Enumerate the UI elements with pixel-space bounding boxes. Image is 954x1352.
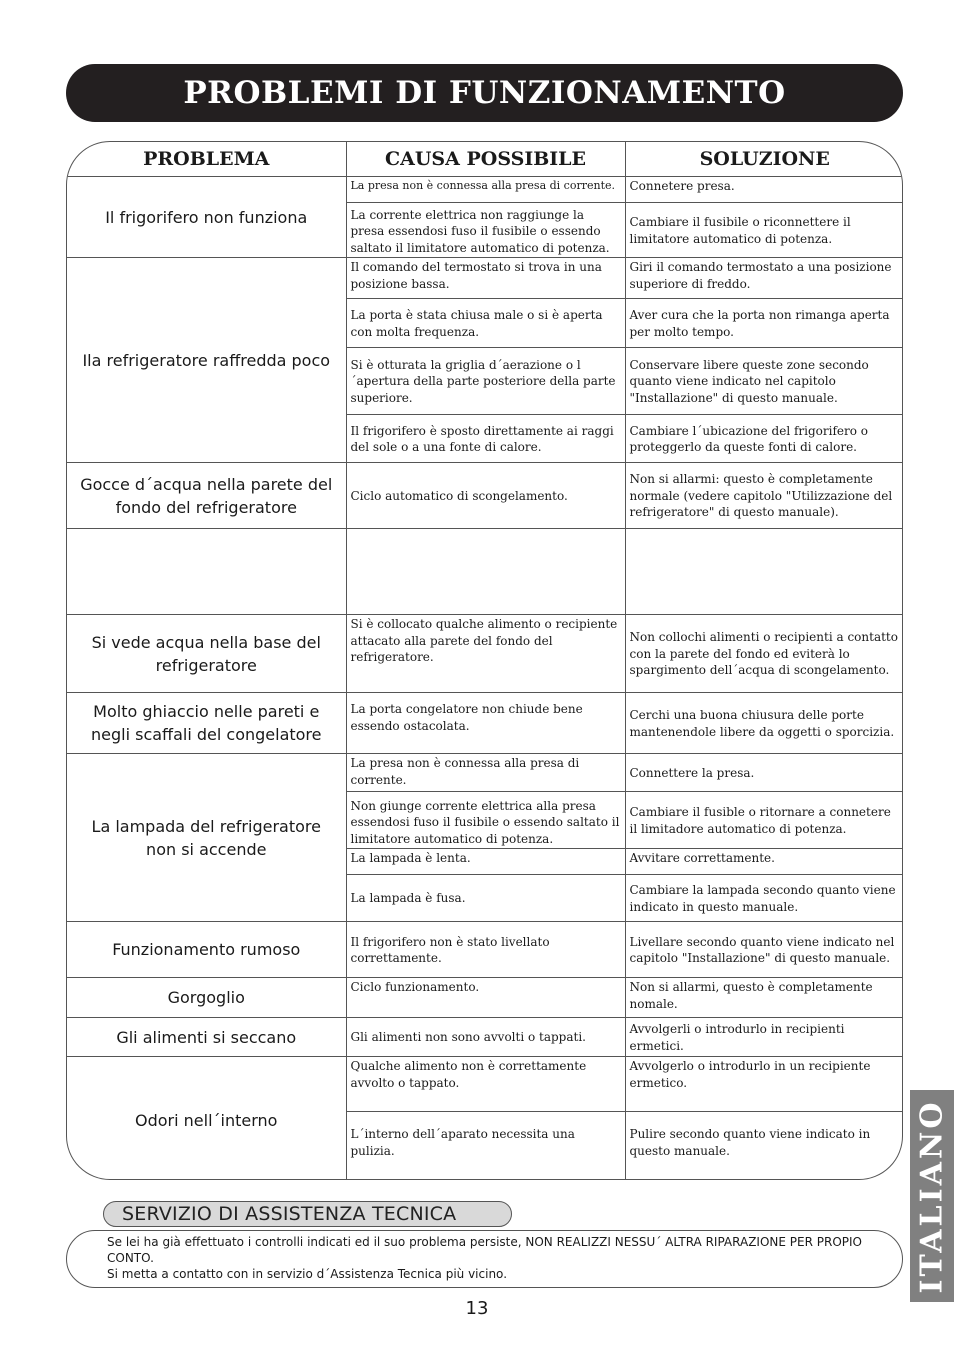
header-problem: PROBLEMA [67, 142, 346, 177]
solution-cell: Cambiare il fusibile o riconnettere il limitatore automatico di potenza. [625, 203, 903, 258]
problem-cell: Gocce d´acqua nella parete del fondo del refrigeratore [67, 463, 346, 529]
problem-cell: Molto ghiaccio nelle pareti e negli scaffali del congelatore [67, 693, 346, 754]
problem-cell: Gorgoglio [67, 978, 346, 1018]
header-cause: CAUSA POSSIBILE [346, 142, 625, 177]
solution-cell: Avvitare correttamente. [625, 849, 903, 875]
language-tab [910, 1090, 954, 1302]
cause-cell: Il frigorifero è sposto direttamente ai raggi del sole o a una fonte di calore. [346, 415, 625, 463]
cause-cell: La presa non è connessa alla presa di corrente. [346, 177, 625, 203]
page-title-banner [66, 64, 903, 122]
solution-cell: Avvolgerli o introdurlo in recipienti ermetici. [625, 1018, 903, 1057]
service-notice-line-2: Si metta a contatto con in servizio d´Assistenza Tecnica più vicino. [107, 1267, 508, 1281]
service-title-text: SERVIZIO DI ASSISTENZA TECNICA [122, 1203, 457, 1225]
cause-cell: La corrente elettrica non raggiunge la presa essendosi fuso il fusibile o essendo saltato il limitatore automatico di potenza. [346, 203, 625, 258]
solution-cell: Cambiare la lampada secondo quanto viene indicato in questo manuale. [625, 875, 903, 922]
solution-cell: Non si allarmi, questo è completamente nomale. [625, 978, 903, 1018]
page-title: PROBLEMI DI FUNZIONAMENTO [183, 75, 786, 111]
service-section-title [103, 1201, 512, 1227]
solution-cell: Cambiare il fusible o ritornare a connetere il limitadore automatico di potenza. [625, 792, 903, 849]
solution-cell [625, 529, 903, 615]
table-row [67, 754, 903, 792]
table-header-row [67, 142, 903, 177]
header-solution: SOLUZIONE [625, 142, 903, 177]
cause-cell: L´interno dell´aparato necessita una pulizia. [346, 1112, 625, 1181]
problem-cell: Odori nell´interno [67, 1057, 346, 1181]
solution-cell: Non si allarmi: questo è completamente normale (vedere capitolo "Utilizzazione del refrigeratore" di questo manuale). [625, 463, 903, 529]
solution-cell: Connetere presa. [625, 177, 903, 203]
cause-cell: Gli alimenti non sono avvolti o tappati. [346, 1018, 625, 1057]
cause-cell: La porta congelatore non chiude bene essendo ostacolata. [346, 693, 625, 754]
cause-cell: Il comando del termostato si trova in una posizione bassa. [346, 258, 625, 299]
cause-cell: Ciclo funzionamento. [346, 978, 625, 1018]
problem-cell [67, 529, 346, 615]
cause-cell: La lampada è fusa. [346, 875, 625, 922]
solution-cell: Cerchi una buona chiusura delle porte mantenendole libere da oggetti o sporcizia. [625, 693, 903, 754]
page-number: 13 [465, 1298, 489, 1319]
solution-cell: Avvolgerlo o introdurlo in un recipiente ermetico. [625, 1057, 903, 1112]
table-row-empty [67, 529, 903, 615]
table-row [67, 1057, 903, 1112]
cause-cell: Ciclo automatico di scongelamento. [346, 463, 625, 529]
problem-cell: Ila refrigeratore raffredda poco [67, 258, 346, 463]
service-notice-box [66, 1230, 903, 1288]
cause-cell: Si è otturata la griglia d´aerazione o l´apertura della parte posteriore della parte superiore. [346, 348, 625, 415]
table-row [67, 258, 903, 299]
table-row [67, 177, 903, 203]
table-row [67, 978, 903, 1018]
table-row [67, 615, 903, 693]
table-row [67, 463, 903, 529]
cause-cell: Si è collocato qualche alimento o recipiente attacato alla parete del fondo del refrigeratore. [346, 615, 625, 693]
problem-cell: Il frigorifero non funziona [67, 177, 346, 258]
table-row [67, 1018, 903, 1057]
problem-cell: Si vede acqua nella base del refrigeratore [67, 615, 346, 693]
table-row [67, 693, 903, 754]
solution-cell: Non collochi alimenti o recipienti a contatto con la parete del fondo ed eviterà lo spargimento dell´acqua di scongelamento. [625, 615, 903, 693]
solution-cell: Pulire secondo quanto viene indicato in questo manuale. [625, 1112, 903, 1181]
problem-cell: Gli alimenti si seccano [67, 1018, 346, 1057]
solution-cell: Connettere la presa. [625, 754, 903, 792]
solution-cell: Livellare secondo quanto viene indicato nel capitolo "Installazione" di questo manuale. [625, 922, 903, 978]
problem-cell: Funzionamento rumoso [67, 922, 346, 978]
cause-cell: Il frigorifero non è stato livellato correttamente. [346, 922, 625, 978]
cause-cell [346, 529, 625, 615]
solution-cell: Giri il comando termostato a una posizione superiore di freddo. [625, 258, 903, 299]
language-tab-label: ITALIANO [914, 1099, 950, 1293]
service-notice-line-1: Se lei ha già effettuato i controlli indicati ed il suo problema persiste, NON REALIZZI NESSU´ ALTRA RIPARAZIONE PER PROPIO CONTO. [107, 1235, 862, 1265]
table-row [67, 922, 903, 978]
cause-cell: La porta è stata chiusa male o si è aperta con molta frequenza. [346, 299, 625, 348]
troubleshooting-table-frame [66, 141, 903, 1180]
solution-cell: Cambiare l´ubicazione del frigorifero o proteggerlo da queste fonti di calore. [625, 415, 903, 463]
solution-cell: Conservare libere queste zone secondo quanto viene indicato nel capitolo "Installazione" di questo manuale. [625, 348, 903, 415]
cause-cell: Non giunge corrente elettrica alla presa essendosi fuso il fusibile o essendo saltato il limitatore automatico di potenza. [346, 792, 625, 849]
problem-cell: La lampada del refrigeratore non si accende [67, 754, 346, 922]
cause-cell: Qualche alimento non è correttamente avvolto o tappato. [346, 1057, 625, 1112]
cause-cell: La presa non è connessa alla presa di corrente. [346, 754, 625, 792]
cause-cell: La lampada è lenta. [346, 849, 625, 875]
solution-cell: Aver cura che la porta non rimanga aperta per molto tempo. [625, 299, 903, 348]
troubleshooting-table [67, 142, 903, 1180]
